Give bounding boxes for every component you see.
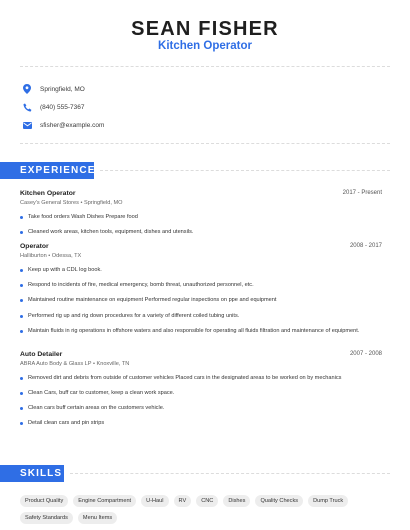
skill-chip: Engine Compartment [73,495,136,507]
job-bullet: Cleaned work areas, kitchen tools, equipment, dishes and utensils. [20,228,365,236]
job-header [20,351,382,358]
job-role: Kitchen Operator [20,190,76,197]
skill-chip: RV [174,495,192,507]
header-divider [20,66,390,67]
job-header [20,190,382,197]
job-dates: 2007 - 2008 [349,351,382,357]
email-icon [22,120,32,130]
bullet-dot-icon [20,216,23,219]
bullet-dot-icon [20,284,23,287]
skill-chip: Menu Items [78,512,117,524]
bullet-dot-icon [20,315,23,318]
bullet-dot-icon [20,269,23,272]
skill-chip: Product Quality [20,495,68,507]
contact-email[interactable] [22,119,104,131]
job-bullet: Clean Cars, buff car to customer, keep a clean work space. [20,389,365,397]
contact-divider [20,143,390,144]
bullet-dot-icon [20,231,23,234]
candidate-name: SEAN FISHER [131,18,279,40]
skill-chip: Safety Standards [20,512,73,524]
job-dates: 2017 - Present [342,190,382,196]
skills-heading: SKILLS [0,465,64,482]
bullet-dot-icon [20,330,23,333]
skill-chip: CNC [196,495,218,507]
job-dates: 2008 - 2017 [349,243,382,249]
bullet-dot-icon [20,407,23,410]
job-bullet: Maintain fluids in rig operations in offshore waters and also responsible for operating all fluids filtration and maintenance of equipment. [20,327,365,335]
contact-phone [22,101,84,113]
job-company: Casey's General Stores • Springfield, MO [20,200,123,206]
skill-chip: U-Haul [141,495,168,507]
contact-location-text: Springfield, MO [40,85,85,93]
job-company: ABRA Auto Body & Glass LP • Knoxville, TN [20,361,130,367]
job-bullet: Maintained routine maintenance on equipment Performed regular inspections on ppe and equipment [20,296,365,304]
job-role: Auto Detailer [20,351,63,358]
job-bullet: Clean cars buff certain areas on the customers vehicle. [20,404,365,412]
bullet-dot-icon [20,392,23,395]
skills-list [20,495,380,524]
job-bullet: Removed dirt and debris from outside of customer vehicles Placed cars in the designated areas to be worked on by mechanics [20,374,365,382]
contact-email-text[interactable]: sfisher@example.com [40,121,105,129]
job-bullet: Keep up with a CDL log book. [20,266,365,274]
job-bullet: Detail clean cars and pin strips [20,419,365,427]
skills-heading-rule [70,473,390,475]
job-bullet: Performed rig up and rig down procedures for a variety of different coiled tubing units. [20,312,365,320]
phone-icon [22,102,32,112]
experience-heading-rule [100,170,390,172]
job-bullet: Respond to incidents of fire, medical emergency, bomb threat, unauthorized personnel, etc. [20,281,365,289]
location-pin-icon [22,84,32,94]
bullet-dot-icon [20,377,23,380]
bullet-dot-icon [20,299,23,302]
job-company: Halliburton • Odessa, TX [20,253,82,259]
skill-chip: Dishes [223,495,250,507]
contact-phone-text: (840) 555-7367 [40,103,85,111]
skill-chip: Dump Truck [308,495,348,507]
skill-chip: Quality Checks [255,495,303,507]
job-bullet: Take food orders Wash Dishes Prepare food [20,213,365,221]
contact-location [22,83,85,95]
job-role: Operator [20,243,49,250]
bullet-dot-icon [20,422,23,425]
candidate-title: Kitchen Operator [158,40,252,52]
experience-heading: EXPERIENCE [0,162,94,179]
job-header [20,243,382,250]
